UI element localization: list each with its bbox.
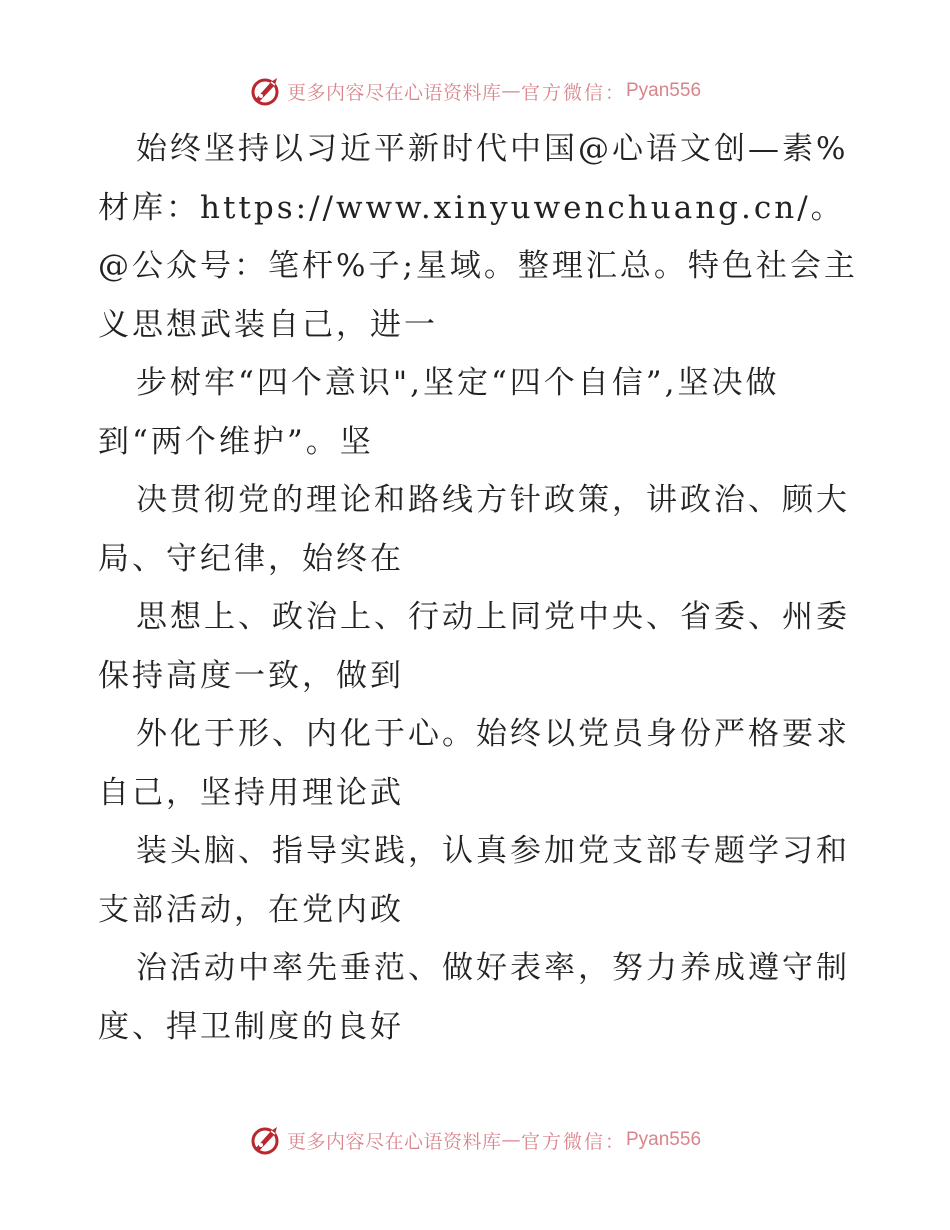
header-banner <box>0 71 950 111</box>
paragraph-4: 思想上、政治上、行动上同党中央、省委、州委保持高度一致，做到 <box>98 599 850 694</box>
paragraph-7: 治活动中率先垂范、做好表率，努力养成遵守制度、捍卫制度的良好 <box>98 950 850 1045</box>
banner-text: 更多内容尽在心语资料库 <box>286 1130 502 1153</box>
paragraph-2: 步树牢“四个意识",坚定“四个自信”,坚决做到“两个维护”。坚 <box>98 365 780 460</box>
pen-nib-logo-icon <box>249 74 283 108</box>
pen-nib-logo-icon <box>249 1123 283 1157</box>
paragraph-1: 始终坚持以习近平新时代中国@心语文创—素%材库：https://www.xinyuwenchuang.cn/。@公众号：笔杆%子;星域。整理汇总。特色社会主义思想武装自己，进一 <box>98 131 858 343</box>
footer-banner <box>0 1120 950 1160</box>
banner-text: 更多内容尽在心语资料库 <box>286 81 502 104</box>
document-body <box>98 120 858 1056</box>
banner-dash: — <box>501 1129 521 1151</box>
banner-wechat-label: 官方微信： <box>520 81 626 104</box>
banner-wechat-id: Pyan556 <box>626 80 702 101</box>
banner-wechat-label: 官方微信： <box>520 1130 626 1153</box>
banner-wechat-id: Pyan556 <box>626 1129 702 1150</box>
paragraph-5: 外化于形、内化于心。始终以党员身份严格要求自己，坚持用理论武 <box>98 716 850 811</box>
paragraph-6: 装头脑、指导实践，认真参加党支部专题学习和支部活动，在党内政 <box>98 833 850 928</box>
banner-dash: — <box>501 80 521 102</box>
paragraph-3: 决贯彻党的理论和路线方针政策，讲政治、顾大局、守纪律，始终在 <box>98 482 850 577</box>
